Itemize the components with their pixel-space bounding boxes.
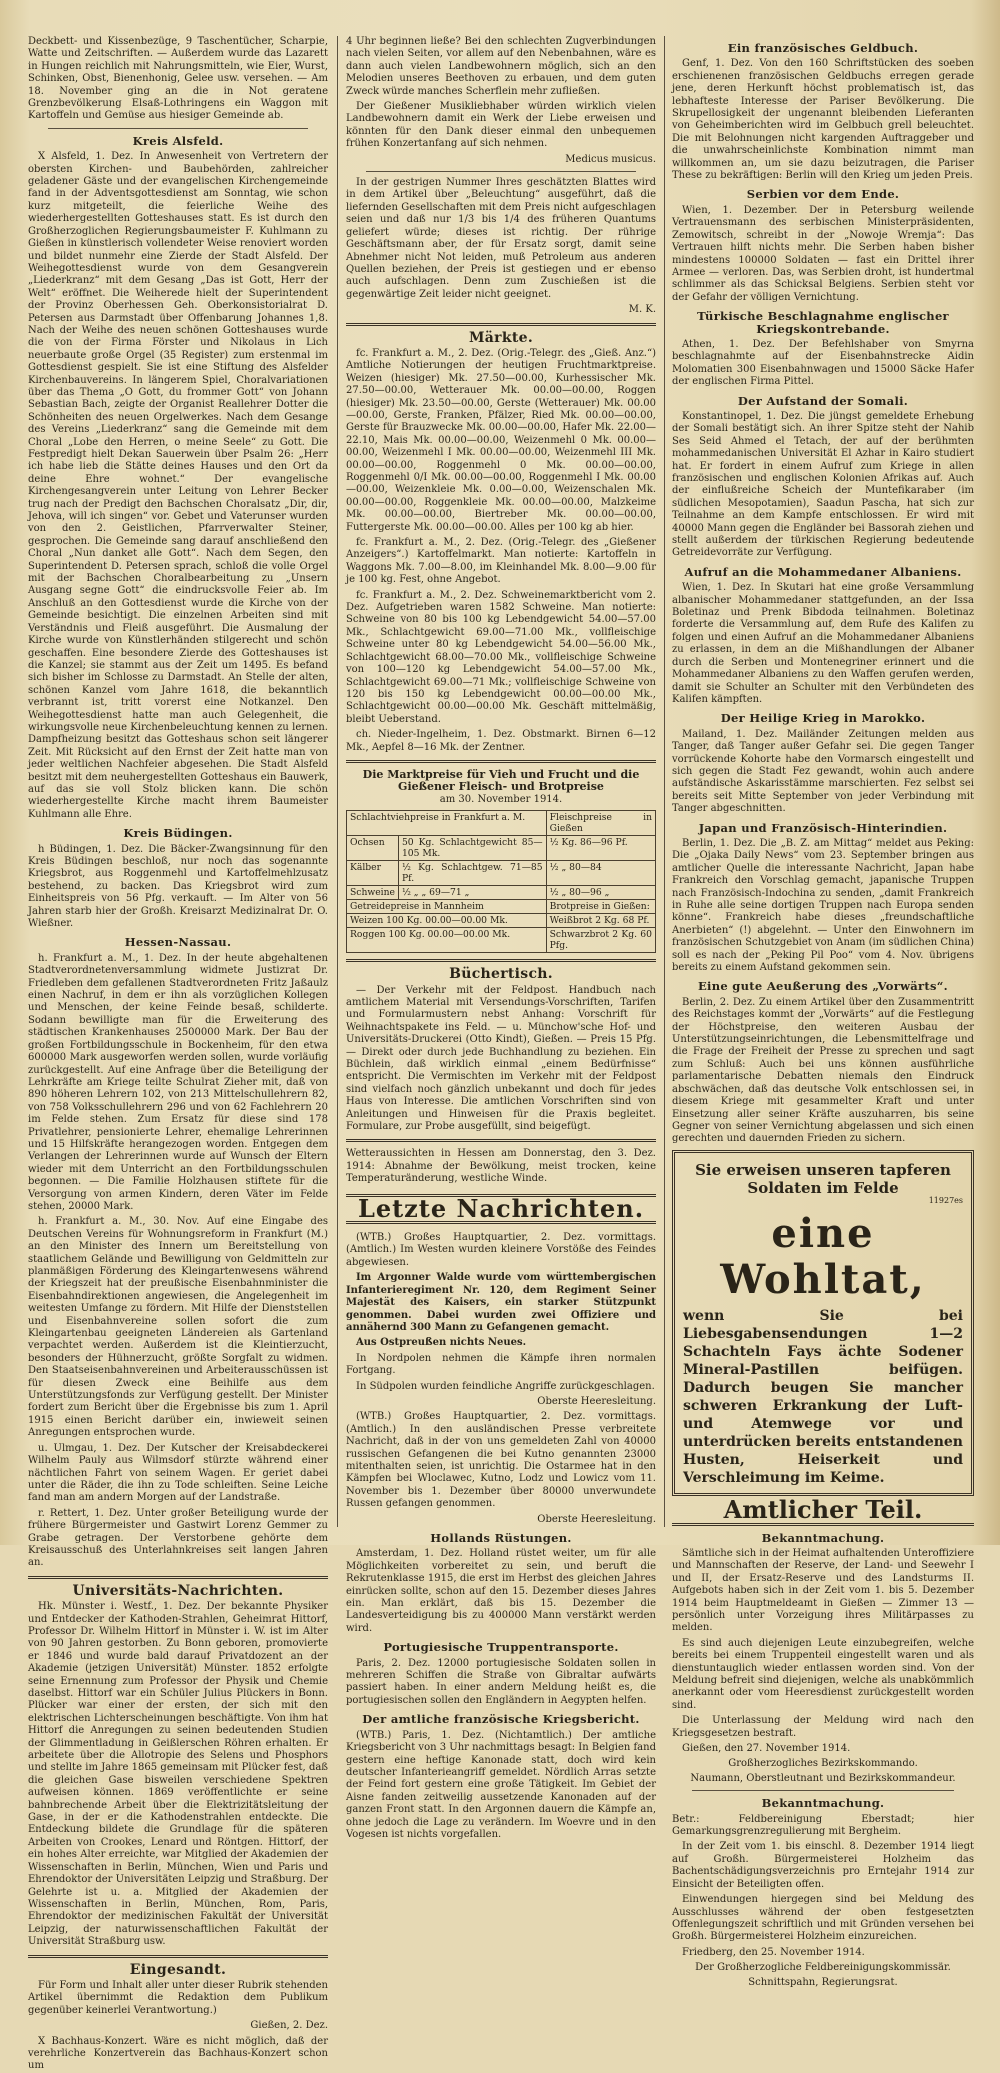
article-beleuchtung: In der gestrigen Nummer Ihres geschätzten Blattes wird in dem Artikel über „Beleuchtung“ ausgeführt, daß die liefernden Gesellschaften mit dem Preis nicht aufgeschlagen seien und daß nur 1/3 bis 1/4 des früheren Quantums geliefert würde; dieses ist richtig. Der rührige Geschäftsmann aber, der für Ersatz sorgt, damit seine Abnehmer nicht Not leiden, muß Petroleum aus anderen Quellen beziehen, der Preis ist gestiegen und er ebenso auch aufschlagen. Denn zum Zuschießen ist die gegenwärtige Zeit leider nicht geeignet. [346,177,656,300]
divider [346,1139,656,1142]
table-cell: Kälber [347,861,399,886]
table-row [347,886,656,900]
table-cell: Weißbrot 2 Kg. 68 Pf. [546,914,655,928]
news-item: Mailand, 1. Dez. Mailänder Zeitungen melden aus Tanger, daß Tanger außer Gefahr sei. Die gegen Tanger vorrückende Kohorte habe den Vormarsch eingestellt und sich gegen die Stadt Fez gewandt, wohin auch andere aufständische Askarisstämme marschierten. Fez selbst sei bereits seit Mitte September von jeder Verbindung mit Tanger abgeschnitten. [672,728,974,815]
table-header: Getreidepreise in Mannheim [347,900,547,914]
table-row [347,914,656,928]
table-cell: ½ „ „ 69—71 „ [398,886,546,900]
section-heading-alsfeld: Kreis Alsfeld. [132,133,224,148]
news-item: Amsterdam, 1. Dez. Holland rüstet weiter, um für alle Möglichkeiten vorbereitet zu sein, und beruft die Rekrutenklasse 1915, die erst im Herbst des gleichen Jahres einrücken sollte, schon auf den 15. Dezember dieses Jahres ein. Man erklärt, daß bis 15. Dezember die Landesverteidigung bis zu 400000 Mann verstärkt werden wird. [346,1548,656,1634]
notice-text: In der Zeit vom 1. bis einschl. 8. Dezember 1914 liegt auf Großh. Bürgermeisterei Holzheim das Bachentschädigungsverzeichnis pro Erntejahr 1914 zur Einsicht der Beteiligten offen. [672,1841,974,1890]
news-item: Im Argonner Walde wurde vom württembergischen Infanterieregiment Nr. 120, dem Regiment Seiner Majestät des Kaisers, ein starker Stützpunkt genommen. Dabei wurden zwei Offiziere und annähernd 300 Mann zu Gefangenen gemacht. [346,1272,656,1333]
divider [28,1576,328,1579]
notice-signature: Naumann, Oberstleutnant und Bezirkskommandeur. [690,1772,956,1784]
ad-headline: eine Wohltat, [720,1210,926,1304]
section-heading-french-report: Der amtliche französische Kriegsbericht. [362,1712,640,1727]
table-header: Schlachtviehpreise in Frankfurt a. M. [347,811,547,836]
news-item: Genf, 1. Dez. Von den 160 Schriftstücken des soeben erschienenen französischen Geldbuchs erregen gerade jene, deren Herkunft höchst problematisch ist, das lebhafteste Interesse der Pariser Bevölkerung. Die Skrupellosigkeit der ungenannt bleibenden Lieferanten von Geheimberichten wird im Gelbbuch grell beleuchtet. Die mit Belohnungen nicht kargenden Auftraggeber und die unwahrscheinlichste Kombination nimmt man willkommen an, um sie dazu beizutragen, die Pariser These zu bekräftigen: Berlin will den Krieg um jeden Preis. [672,58,974,182]
section-heading-holland: Hollands Rüstungen. [430,1531,572,1545]
article-books: — Der Verkehr mit der Feldpost. Handbuch nach amtlichem Material mit Versendungs-Vorschriften, Tarifen und Formularmustern nebst Anhang: Vorschrift für Weihnachtspakete ins Feld. — u. Münchow'sche Hof- und Universitäts-Druckerei (Otto Kindt), Gießen. — Preis 15 Pfg. — Direkt oder durch jede Buchhandlung zu beziehen. Ein Büchlein, daß wirklich einmal „einem Bedürfnisse“ entspricht. Die Vermischten im Verkehr mit der Feldpost sind vielfach noch gänzlich unbekannt und doch für jedes Haus von Interesse. Die amtlichen Vorschriften sind von Anleitungen und Hinweisen für die Praxis begleitet. Formulare, zur Probe ausgefüllt, sind beigefügt. [346,984,656,1133]
section-heading-serbien: Serbien vor dem Ende. [746,187,900,202]
price-table-title: Die Marktpreise für Vieh und Frucht und die Gießener Fleisch- und Brotpreise [362,767,640,794]
section-heading-latest-news: Letzte Nachrichten. [346,1194,656,1224]
section-heading-morocco: Der Heilige Krieg in Marokko. [720,711,926,726]
market-schwein: fc. Frankfurt a. M., 2. Dez. Schweinemarktbericht vom 2. Dez. Aufgetrieben waren 1582 Schweine. Man notierte: Schweine von 80 bis 100 kg Lebendgewicht 54.00—57.00 Mk., Schlachtgewicht 69.00—71.00 Mk., vollfleischige Schweine unter 80 kg Lebendgewicht 54.00—56.00 Mk., Schlachtgewicht 68.00—70.00 Mk., vollfleischige Schweine von 100—120 kg Lebendgewicht 54.00—57.00 Mk., Schlachtgewicht 69.00—71 Mk.; vollfleischige Schweine von 120 bis 150 kg Lebendgewicht 00.00—00.00 Mk., Schlachtgewicht 00.00—00.00 Mk. Geschäft mittelmäßig, bleibt Ueberstand. [346,589,656,725]
article-bachhaus-cont: 4 Uhr beginnen ließe? Bei den schlechten Zugverbindungen nach vielen Seiten, vor allem auf den Nebenbahnen, wäre es dann auch vielen Landbewohnern möglich, sich an den Melodien unseres Beethoven zu erbauen, und dem guten Zweck würde manches Scherflein mehr zufließen. [346,36,656,97]
intro-paragraph: Deckbett- und Kissenbezüge, 9 Taschentücher, Scharpie, Watte und Zeitschriften. — Außerdem wurde das Lazarett in Hungen reichlich mit Nahrungsmitteln, wie Eier, Wurst, Schinken, Obst, Bienenhonig, Gelee usw. versehen. — Am 18. November ging an die in Not geratene Grenzbevölkerung Elsaß-Lothringens ein Waggon mit Kartoffeln und Gemüse aus hiesiger Gemeinde ab. [28,36,328,122]
section-heading-geldbuch: Ein französisches Geldbuch. [727,41,919,55]
article-buedingen: h Büdingen, 1. Dez. Die Bäcker-Zwangsinnung für den Kreis Büdingen beschloß, nur noch das sogenannte Kriegsbrot, aus Roggenmehl und Kartoffelmehlzusatz bestehend, zu backen. Das Kriegsbrot wird zum Einheitspreis von 56 Pfg. verkauft. — Im Alter von 56 Jahren starb hier der Großh. Kreisarzt Medizinalrat Dr. O. Wießner. [28,843,328,930]
table-row [347,836,656,861]
news-item: (WTB.) Paris, 1. Dez. (Nichtamtlich.) Der amtliche Kriegsbericht von 3 Uhr nachmittags besagt: In Belgien fand gestern eine heftige Kanonade statt, doch wird kein deutscher Infanterieangriff gemeldet. Nördlich Arras setzte der Feind fort gestern eine große Tätigkeit. Im Gebiet der Aisne fanden zeitweilig aussetzende Kanonaden auf der ganzen Front statt. In den Argonnen dauern die Kämpfe an, ohne jedoch die Lage zu verändern. Im Woevre und in den Vogesen ist nichts vorgefallen. [346,1729,656,1840]
table-cell: 50 Kg. Schlachtgewicht 85—105 Mk. [398,836,546,861]
section-heading-albania: Aufruf an die Mohammedaner Albaniens. [684,564,962,579]
table-row [347,928,656,953]
table-cell: ½ Kg. Schlachtgew. 71—85 Pf. [398,861,546,886]
market-obst: ch. Nieder-Ingelheim, 1. Dez. Obstmarkt. Birnen 6—12 Mk., Aepfel 8—16 Mk. der Zentner. [346,729,656,753]
table-row [347,811,656,836]
news-item: Paris, 2. Dez. 12000 portugiesische Soldaten sollen in mehreren Schiffen die Straße von Gibraltar aufwärts passiert haben. In einer andern Meldung heißt es, die portugiesischen sollen den Engländern in Aegypten helfen. [346,1657,656,1706]
section-heading-turkey: Türkische Beschlagnahme englischer Kriegskontrebande. [697,309,949,336]
news-item: Aus Ostpreußen nichts Neues. [356,1337,527,1349]
column-rule [664,36,665,1527]
divider [366,171,636,172]
table-header: Fleischpreise in Gießen [546,811,655,836]
section-heading-vorwaerts: Eine gute Aeußerung des „Vorwärts“. [697,979,948,994]
news-item: In Südpolen wurden feindliche Angriffe zurückgeschlagen. [356,1380,655,1392]
table-cell: ½ „ 80—84 [546,861,655,886]
table-cell: Schweine [347,886,399,900]
section-heading-university: Universitäts-Nachrichten. [72,1582,284,1599]
signature-heeresleitung: Oberste Heeresleitung. [537,1513,656,1525]
divider [346,323,656,326]
news-item: (WTB.) Großes Hauptquartier, 2. Dez. vormittags. (Amtlich.) Im Westen wurden kleinere Vorstöße des Feindes abgewiesen. [346,1232,656,1268]
ad-body: wenn Sie bei Liebesgabensendungen 1—2 Schachteln Fays ächte Sodener Mineral-Pastillen beifügen. Dadurch beugen Sie mancher schweren Erkrankung der Luft- und Atemwege vor und unterdrücken bereits entstandenen Husten, Heiserkeit und Verschleimung im Keime. [683,1308,963,1487]
section-heading-buedingen: Kreis Büdingen. [123,826,233,841]
price-table [346,810,656,953]
market-frucht: fc. Frankfurt a. M., 2. Dez. (Orig.-Telegr. des „Gieß. Anz.“) Amtliche Notierungen der heutigen Fruchtmarktpreise. Weizen (hiesiger) Mk. 27.50—00.00, Kurhessischer Mk. 27.50—00.00, Wetterauer Mk. 00.00—00.00, Roggen (hiesiger) Mk. 23.50—00.00, Gerste (Wetterauer) Mk. 00.00—00.00, Gerste, Franken, Pfälzer, Ried Mk. 00.00—00.00, Gerste für Brauzwecke Mk. 00.00—00.00, Hafer Mk. 22.00—22.10, Mais Mk. 00.00—00.00, Weizenmehl 0 Mk. 00.00—00.00, Weizenmehl I Mk. 00.00—00.00, Weizenmehl III Mk. 00.00—00.00, Roggenmehl 0 Mk. 00.00—00.00, Roggenmehl 0/I Mk. 00.00—00.00, Roggenmehl I Mk. 00.00—00.00, Weizenkleie Mk. 0.00—0.00, Weizenschalen Mk. 00.00—00.00, Roggenkleie Mk. 00.00—00.00, Malzkeime Mk. 00.00—00.00, Biertreber Mk. 00.00—00.00, Futtergerste Mk. 00.00—00.00. Alles per 100 kg ab hier. [346,347,656,533]
notice-text: Es sind auch diejenigen Leute einzubegreifen, welche bereits bei einem Truppenteil eingestellt waren und als dienstuntauglich wieder entlassen worden sind. Von der Meldung befreit sind diejenigen, welche als unabkömmlich anerkannt oder vom Heeresdienst zurückgestellt worden sind. [672,1637,974,1711]
signature-heeresleitung: Oberste Heeresleitung. [537,1395,656,1407]
column-2 [346,36,656,1840]
article-rettert: r. Rettert, 1. Dez. Unter großer Beteiligung wurde der frühere Bürgermeister und Gastwirt Lorenz Gemmer zu Grabe getragen. Der Verstorbene gehörte dem Kreisausschuß des Unterlahnkreises seit langen Jahren an. [28,1507,328,1569]
news-item: In Nordpolen nehmen die Kämpfe ihren normalen Fortgang. [346,1352,656,1377]
news-item: Athen, 1. Dez. Der Befehlshaber von Smyrna beschlagnahmte auf der Eisenbahnstrecke Aidin Molomatien 300 Eisenbahnwagen und 15000 Säcke Hafer der englischen Firma Pittel. [672,338,974,388]
news-item: (WTB.) Großes Hauptquartier, 2. Dez. vormittags. (Amtlich.) In den ausländischen Presse verbreitete Nachricht, daß in der von uns gemeldeten Zahl von 40000 russischen Gefangenen die bei Kutno genannten 23000 mitenthalten seien, ist unrichtig. Die Ostarmee hat in den Kämpfen bei Wloclawec, Kutno, Lodz und Lowicz vom 11. November bis 1. Dezember über 80000 unverwundete Russen gefangen genommen. [346,1411,656,1510]
signature-medicus: Medicus musicus. [565,153,656,165]
article-alsfeld: X Alsfeld, 1. Dez. In Anwesenheit von Vertretern der obersten Kirchen- und Baubehörden, zahlreicher geladener Gäste und der evangelischen Kirchengemeinde fand in der Adventsgottesdienst am Sonntag, wie schon kurz mitgeteilt, die feierliche Weihe des wiederhergestellten Gotteshauses statt. Es ist durch den Großherzoglichen Regierungsbaumeister F. Kuhlmann zu Gießen in künstlerisch vollendeter Weise renoviert worden und bildet nunmehr eine Zierde der Stadt Alsfeld. Der Weihegottesdienst wurde von dem Gesangverein „Liederkranz“ mit dem Gesang „Das ist Gott, Herr der Welt“ eröffnet. Die Weiherede hielt der Superintendent der Provinz Oberhessen Geh. Oberkonsistorialrat D. Petersen aus Darmstadt über Offenbarung Johannes 1,8. Nach der Weihe des neuen schönen Gotteshauses wurde die von der Firma Förster und Nikolaus in Lich neuerbaute große Orgel (35 Register) zum erstenmal im Gottesdienst gespielt. Sie ist eine Stiftung des Alsfelder Kirchenbauvereins. In längerem Spiel, Choralvariationen über das Thema „O Gott, du frommer Gott“ von Johann Sebastian Bach, zeigte der Organist Reallehrer Dotter die Schönheiten des neuen Orgelwerkes. Nach dem Gesange des Vereins „Liederkranz“ sang die Gemeinde mit dem Choral „Lobe den Herren, o meine Seele“ zu Gott. Die Festpredigt hielt Dekan Sauerwein über Psalm 26: „Herr ich habe lieb die Stätte deines Hauses und den Ort da deine Ehre wohnet.“ Der evangelische Kirchengesangverein unter Leitung von Lehrer Becker trug nach der Predigt den Bachschen Choralsatz „Dir, dir, Jehova, will ich singen“ vor. Gebet und Vaterunser wurden von den 2. Geistlichen, Pfarrverwalter Steiner, gesprochen. Die Gemeinde sang darauf anschließend den Choral „Nun danket alle Gott“. Nach dem Segen, den Superintendent D. Petersen sprach, schloß die volle Orgel mit der Bachschen Choralbearbeitung zu „Unsern Ausgang segne Gott“ die eindrucksvolle Feier ab. Im Anschluß an den Gottesdienst wurde die Kirche von der Gemeinde besichtigt. Die einzelnen Arbeiten sind mit Verständnis und Fleiß ausgeführt. Die Ausmalung der Kirche wurde von Künstlerhänden stilgerecht und schön geschaffen. Eine besondere Zierde des Gotteshauses ist die Kanzel; sie stammt aus der Zeit um 1495. Es befand sich bisher im Schlosse zu Darmstadt. An Stelle der alten, schönen Kanzel vom Jahre 1618, die bekanntlich verbrannt ist, tritt vorerst eine Notkanzel. Den Weihegottesdienst hatte man auch Gelegenheit, die wirkungsvolle neue Kirchenbeleuchtung kennen zu lernen. Dampfheizung besitzt das Gotteshaus schon seit längerer Zeit. Mit Rücksicht auf den Ernst der Zeit hatte man von jeder weltlichen Nachfeier abgesehen. Die Stadt Alsfeld besitzt mit dem neuhergestellten Gotteshaus ein Bauwerk, auf das sie voll Stolz blicken kann. Die schön wiederhergestellte Kirche macht ihrem Baumeister Kuhlmann alle Ehre. [28,151,328,820]
article-wilmsdorf: u. Ulmgau, 1. Dez. Der Kutscher der Kreisabdeckerei Wilhelm Pauly aus Wilmsdorf stürzte während einer nächtlichen Fahrt von seinem Wagen. Er geriet dabei unter die Räder, die ihn zu Tode schleiften. Seine Leiche fand man am andern Morgen auf der Landstraße. [28,1442,328,1504]
section-heading-eingesandt: Eingesandt. [129,1961,227,1978]
section-heading-books: Büchertisch. [449,966,553,983]
notice-signature: Der Großherzogliche Feldbereinigungskommissär. [695,1962,951,1974]
advertisement-sodener [672,1150,974,1496]
notice-signature: Schnittspahn, Regierungsrat. [748,1976,898,1988]
news-item: Wien, 1. Dezember. Der in Petersburg weilende Vertrauensmann des serbischen Ministerpräsidenten, Zemowitsch, schreibt in der „Nowoje Wremja“: Das Vertrauen hilft nichts mehr. Die Serben haben bisher mindestens 100000 Soldaten — fast ein Drittel ihrer Armee — verloren. Das, was Serbien droht, ist hundertmal schlimmer als das Schicksal Belgiens. Serbien steht vor der Gefahr der völligen Vernichtung. [672,204,974,303]
notice-date: Friedberg, den 25. November 1914. [682,1946,865,1958]
column-rule [337,36,338,1527]
divider [48,128,308,129]
signature-mk: M. K. [628,304,656,316]
section-heading-somali: Der Aufstand der Somali. [737,393,909,408]
section-heading-official: Amtlicher Teil. [672,1504,974,1525]
article-frankfurt-2: h. Frankfurt a. M., 30. Nov. Auf eine Eingabe des Deutschen Vereins für Wohnungsreform in Frankfurt (M.) an den Minister des Innern um Bereitstellung von staatlichem Gelände und Bewilligung von Geldmitteln zur planmäßigen Förderung des Kleingartenwesens während der Kriegszeit hat der preußische Eisenbahnminister die Eisenbahndirektionen angewiesen, die Angelegenheit im weitesten Umfange zu fördern. Mit Hilfe der Dienststellen und Eisenbahnvereine sollen sofort die zum Kleingartenbau geeigneten Ländereien als Gartenland verpachtet werden. Außerdem ist die Kleintierzucht, besonders der Hühnerzucht, größte Sorgfalt zu widmen. Den Staatseisenbahnvereinen und Arbeiterausschüssen ist für diesen Zweck eine Beihilfe aus dem Unterstützungsfonds zur Verfügung gestellt. Der Minister fordert zum Bericht über die Ergebnisse bis zum 1. April 1915 einen Bericht darüber ein, inwieweit seinen Anregungen entsprochen wurde. [28,1216,328,1439]
section-heading-hessen-nassau: Hessen-Nassau. [124,935,232,950]
table-header: Brotpreise in Gießen: [546,900,655,914]
notice-text: Sämtliche sich in der Heimat aufhaltenden Unteroffiziere und Mannschaften der Reserve, der Land- und Seewehr I und II, der Ersatz-Reserve und des Landsturms II. Aufgebots haben sich in der Zeit vom 1. bis 5. Dezember 1914 beim Hauptmeldeamt in Gießen — Zimmer 13 — persönlich unter Vorzeigung ihres Militärpasses zu melden. [672,1547,974,1634]
weather-forecast: Wetteraussichten in Hessen am Donnerstag, den 3. Dez. 1914: Abnahme der Bewölkung, meist trocken, keine Temperaturänderung, westliche Winde. [346,1148,656,1185]
article-university: Hk. Münster i. Westf., 1. Dez. Der bekannte Physiker und Entdecker der Kathoden-Strahlen, Geheimrat Hittorf, Professor Dr. Wilhelm Hittorf in Münster i. W. ist im Alter von 90 Jahren gestorben. Zu Bonn geboren, promovierte er 1846 und wurde bald darauf Privatdozent an der Akademie (jetzigen Universität) Münster. 1852 erfolgte seine Ernennung zum Professor der Physik und Chemie daselbst. Hittorf war ein Schüler Julius Plückers in Bonn. Plücker war einer der ersten, der sich mit den elektrischen Lichterscheinungen beschäftigte. Von ihm hat Hittorf die Anregungen zu seinen bedeutenden Studien der Glimmentladung in Geißlerschen Röhren erhalten. Er arbeitete über die Allotropie des Selens und Phosphors und stellte im Jahre 1865 gemeinsam mit Plücker fest, daß die gleichen Gase bisweilen verschiedene Spektren aufweisen können. 1869 veröffentlichte er seine bahnbrechende Arbeit über die Elektrizitätsleitung der Gase, in der er die Kathodenstrahlen entdeckte. Die Entdeckung bildete die Grundlage für die späteren Arbeiten von Crookes, Lenard und Röntgen. Hittorf, der ein hohes Alter erreichte, war Mitglied der Akademien der Wissenschaften in Berlin, München, Wien und Paris und Ehrendoktor der Universitäten Leipzig und Straßburg. Der Gelehrte ist u. a. Mitglied der Akademien der Wissenschaften in Berlin, München, Rom, Paris, Ehrendoktor der medizinischen Fakultät der Universität Leipzig, der naturwissenschaftlichen Fakultät der Universität Straßburg usw. [28,1601,328,1948]
table-cell: Schwarzbrot 2 Kg. 60 Pfg. [546,928,655,953]
news-item: Wien, 1. Dez. In Skutari hat eine große Versammlung albanischer Mohammedaner stattgefunden, an der Issa Boletinaz und Prenk Bibdoda teilnahmen. Boletinaz forderte die Versammlung auf, dem Rufe des Kalifen zu folgen und einen Aufruf an die Mohammedaner Albaniens zu erlassen, in dem an die Mißhandlungen der Albaner durch die Serben und Montenegriner erinnert und die Mohammedaner Albaniens zu den Waffen gerufen werden, damit sie Schulter an Schulter mit den Verbündeten des Kalifen kämpften. [672,582,974,705]
market-kartoffel: fc. Frankfurt a. M., 2. Dez. (Orig.-Telegr. des „Gießener Anzeigers“.) Kartoffelmarkt. Man notierte: Kartoffeln in Waggons Mk. 7.00—8.00, im Kleinhandel Mk. 8.00—9.00 für je 100 kg. Fest, ohne Angebot. [346,537,656,586]
notice-signature: Großherzogliches Bezirkskommando. [728,1758,918,1770]
table-row [347,861,656,886]
divider [346,760,656,763]
divider [692,1790,954,1791]
notice-text: Betr.: Feldbereinigung Eberstadt; hier Gemarkungsgrenzregulierung mit Bergheim. [672,1813,974,1838]
table-cell: ½ „ 80—96 „ [546,886,655,900]
divider [28,1955,328,1958]
article-bachhaus: X Bachhaus-Konzert. Wäre es nicht möglich, daß der verehrliche Konzertverein das Bachhaus-Konzert schon um [28,2035,328,2072]
news-item: Berlin, 2. Dez. Zu einem Artikel über den Zusammentritt des Reichstages kommt der „Vorwärts“ auf die Festlegung der Höchstpreise, den weiteren Ausbau der Unterstützungseinrichtungen, die Lebensmittelfrage und die Frage der Freiheit der Presse zu sprechen und sagt zum Schluß: Auch bei uns können ausführliche parlamentarische Debatten niemals den Eindruck abschwächen, daß das deutsche Volk entschlossen sei, in diesem Kriege mit gesammelter Kraft und unter Einsetzung aller seiner Kräfte auszuharren, bis seine Gegner von seiner Vernichtung abgelassen und sich einen gerechten und dauernden Frieden zu sichern. [672,996,974,1145]
article-frankfurt: h. Frankfurt a. M., 1. Dez. In der heute abgehaltenen Stadtverordnetenversammlung widmete Justizrat Dr. Friedleben dem gefallenen Stadtverordneten Fritz Jaßaulz einen Nachruf, in dem er ihn als vorzüglichen Kollegen und Menschen, der keine Feinde besaß, schilderte. Sodann bewilligte man für die Erweiterung des städtischen Krankenhauses 2500000 Mark. Der Bau der großen Fortbildungsschule in Bockenheim, für den etwa 600000 Mark ausgeworfen werden sollen, wurde vorläufig zurückgestellt. Auf eine Anfrage über die Beteiligung der Lehrkräfte am Kriege teilte Schulrat Zieher mit, daß von 890 höheren Lehrern 102, von 213 Mittelschullehrern 82, von 758 Volksschullehrern 296 und von 62 Fachlehrern 20 im Felde stehen. Zum Ersatz für diese sind 178 Privatlehrer, pensionierte Lehrer, ehemalige Lehrerinnen und 15 Hilfskräfte herangezogen worden. Entgegen dem Verlangen der Lehrerinnen wurde auf Wunsch der Eltern wieder mit dem Unterricht an den Fortbildungsschulen begonnen. — Die Familie Holzhausen stiftete für die Versorgung von armen Kindern, deren Väter im Felde stehen, 20000 Mark. [28,952,328,1212]
notice-text: Die Unterlassung der Meldung wird nach den Kriegsgesetzen bestraft. [672,1715,974,1739]
section-heading-portugal: Portugiesische Truppentransporte. [383,1640,619,1655]
table-cell: Weizen 100 Kg. 00.00—00.00 Mk. [347,914,547,928]
eingesandt-note: Für Form und Inhalt aller unter dieser Rubrik stehenden Artikel übernimmt die Redaktion dem Publikum gegenüber keinerlei Verantwortung.) [28,1979,328,2016]
column-3 [672,36,974,1988]
table-row [347,900,656,914]
section-heading-japan: Japan und Französisch-Hinterindien. [698,820,948,835]
column-1 [28,36,328,2072]
notice-heading: Bekanntmachung. [761,1530,885,1545]
news-item: Konstantinopel, 1. Dez. Die jüngst gemeldete Erhebung der Somali bestätigt sich. An ihrer Spitze steht der Nahib Ses Seid Ahmed el Tetach, der auf der berühmten mohammedanischen Universität El Azhar in Kairo studiert hat. Er fordert in einem Aufruf zum Kriege in allen französischen und englischen Kolonien Afrikas auf. Auch der einflußreiche Scheich der Muntefikaraber (im südlichen Mesopotamien), Saadun Pascha, hat sich zur Teilnahme an dem Kampfe entschlossen. Er wird mit 40000 Mann gegen die Engländer bei Bassorah ziehen und stellt außerdem der türkischen Regierung bedeutende Getreidevorräte zur Verfügung. [672,410,974,559]
notice-date: Gießen, den 27. November 1914. [682,1743,851,1755]
table-cell: Ochsen [347,836,399,861]
ad-code: 11927es [928,1195,963,1205]
notice-text: Einwendungen hiergegen sind bei Meldung des Ausschlusses während der oben festgesetzten Offenlegungszeit schriftlich und mit Gründen versehen bei Großh. Bürgermeisterei Holzheim einzureichen. [672,1894,974,1943]
divider [346,959,656,962]
table-cell: Roggen 100 Kg. 00.00—00.00 Mk. [347,928,547,953]
section-heading-markets: Märkte. [469,329,533,346]
table-cell: ½ Kg. 86—96 Pf. [546,836,655,861]
notice-heading: Bekanntmachung. [761,1796,885,1811]
ad-lead: Sie erweisen unseren tapferen Soldaten im Felde [695,1160,951,1197]
news-item: Berlin, 1. Dez. Die „B. Z. am Mittag“ meldet aus Peking: Die „Ojaka Daily News“ vom 23. September bringen aus amtlicher Quelle die interessante Nachricht, Japan habe Frankreich den Vorschlag gemacht, japanische Truppen nach Französisch-Indochina zu senden, „damit Frankreich in Ruhe alle seine dortigen Truppen nach Europa senden könne“. Frankreich habe dieses „freundschaftliche Anerbieten“ (!) abgelehnt. — Unter den Einwohnern im französischen Schutzgebiet von Anam (im südlichen China) soll es nach der „Peking Pil Poo“ vom 4. Nov. übrigens bereits zu einem Aufstand gekommen sein. [672,837,974,974]
eingesandt-location: Gießen, 2. Dez. [250,2020,328,2032]
price-table-date: am 30. November 1914. [439,793,563,805]
article-bachhaus-cont-2: Der Gießener Musikliebhaber würden wirklich vielen Landbewohnern damit ein Werk der Liebe erweisen und könnten für den Dank dieser einmal den unbequemen frühen Konzertanfang auf sich nehmen. [346,101,656,150]
